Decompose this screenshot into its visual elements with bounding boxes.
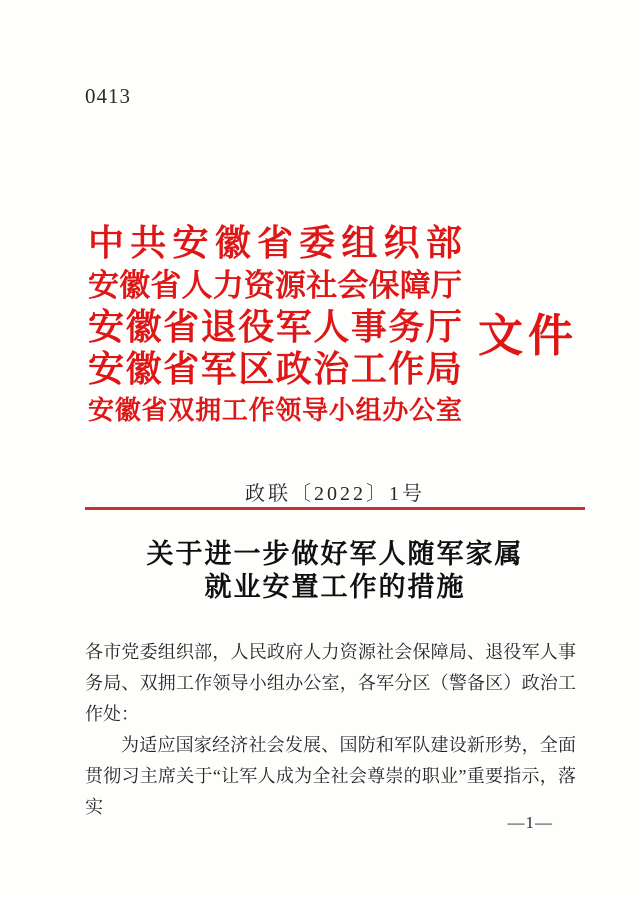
document-title-line: 就业安置工作的措施 [204, 572, 466, 602]
letterhead [88, 219, 462, 429]
letterhead-org-line: 安 徽 省 人 力 资 源 社 会 保 障 厅 [88, 267, 462, 303]
salutation-paragraph: 各市党委组织部，人民政府人力资源社会保障局、退役军人事务局、双拥工作领导小组办公室，各军分区（警备区）政治工作处： [85, 642, 576, 724]
letterhead-org-line: 安 徽 省 退 役 军 人 事 务 厅 [88, 306, 462, 347]
letterhead-org-line: 安 徽 省 军 区 政 治 工 作 局 [88, 348, 462, 389]
document-type-label: 文件 [478, 311, 579, 361]
page-number: —1— [507, 813, 553, 832]
letterhead-org-line: 安 徽 省 双 拥 工 作 领 导 小 组 办 公 室 [88, 395, 462, 425]
body-paragraph: 为适应国家经济社会发展、国防和军队建设新形势，全面贯彻习主席关于“让军人成为全社会尊崇的职业”重要指示，落实 [85, 735, 576, 817]
letterhead-org-line: 中 共 安 徽 省 委 组 织 部 [88, 222, 462, 263]
document-reference-number: 政联〔2022〕1号 [245, 483, 425, 505]
document-body [85, 637, 576, 823]
document-title-line: 关于进一步做好军人随军家属 [146, 539, 524, 569]
document-title [70, 538, 600, 604]
archival-number: 0413 [85, 84, 131, 108]
red-separator-line [85, 507, 585, 510]
